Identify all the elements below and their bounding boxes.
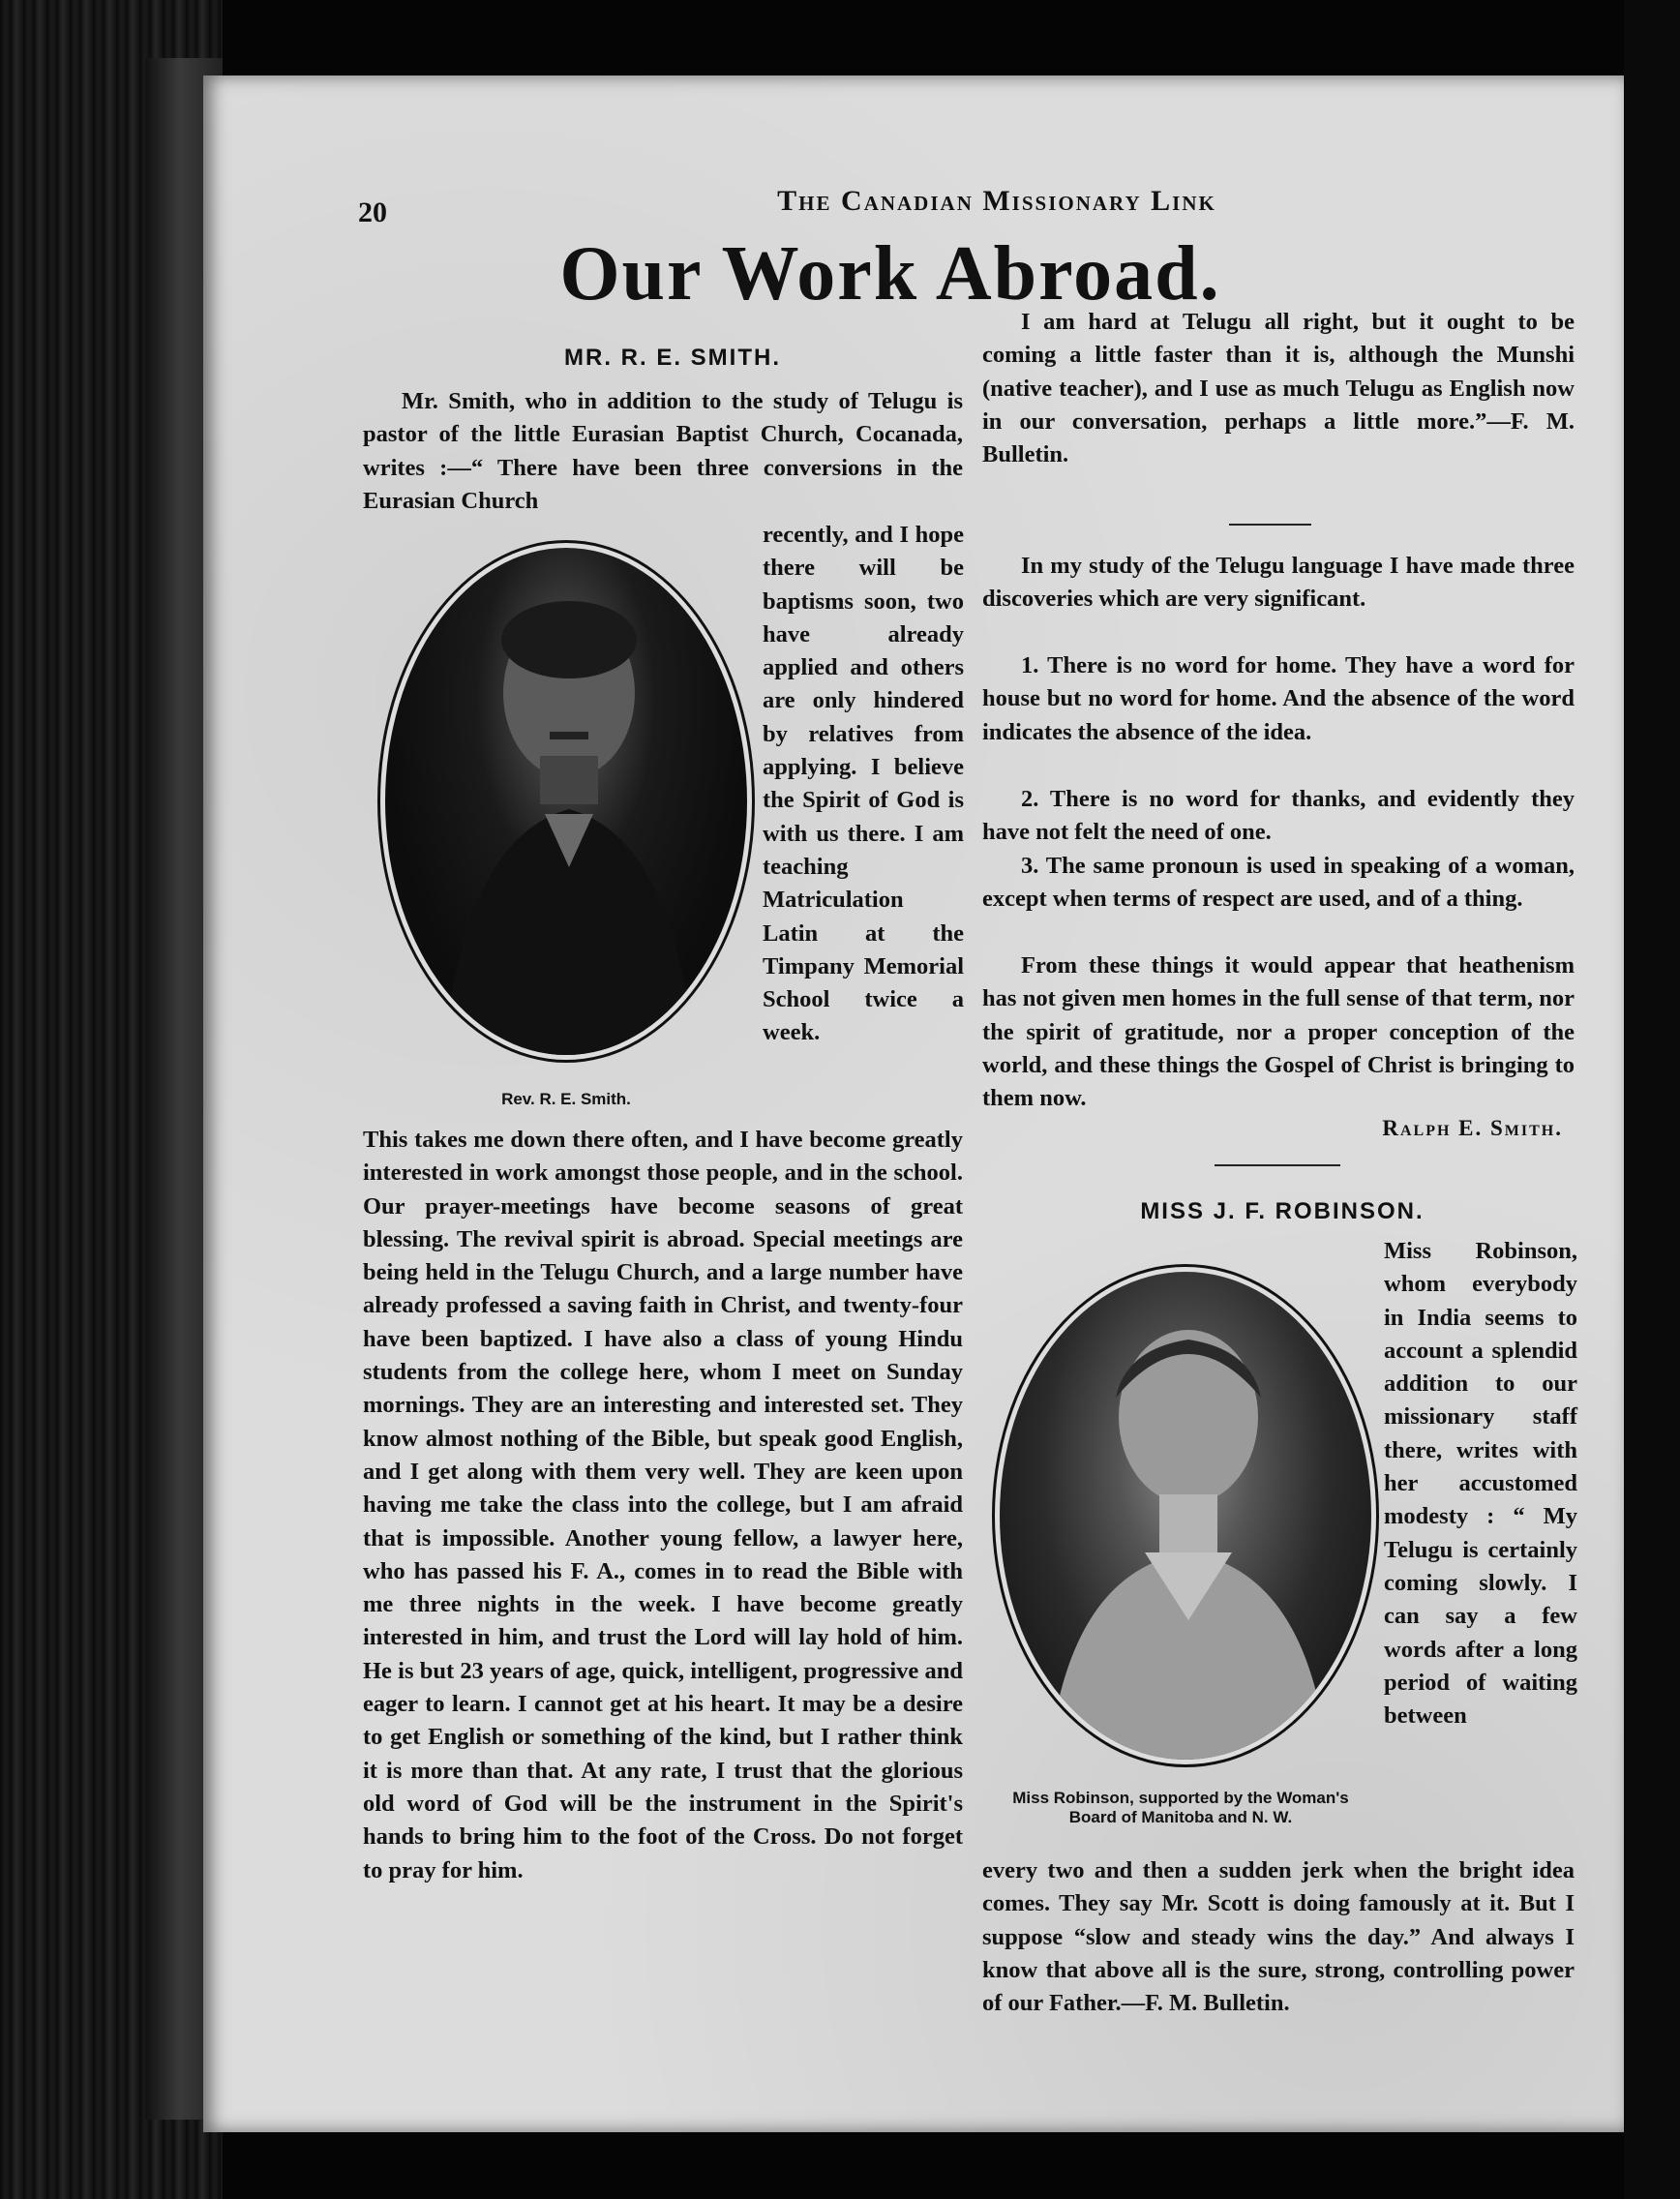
portrait-image: [385, 548, 747, 1055]
robinson-end-paragraph: every two and then a sudden jerk when the bright idea comes. They say Mr. Scott is doing famously at it. But I suppose “slow and steady wins the day.” And always I know that above all is the sure, strong, controlling power of our Father.—F. M. Bulletin.: [982, 1857, 1575, 2017]
heading-mr-smith: MR. R. E. SMITH.: [564, 345, 781, 371]
scan-border: [1624, 0, 1680, 2199]
heading-miss-robinson: MISS J. F. ROBINSON.: [1140, 1198, 1425, 1224]
magazine-page: [203, 75, 1624, 2132]
discovery-1: 1. There is no word for home. They have a word for house but no word for home. And the absence of the word indicates the absence of the idea.: [982, 652, 1575, 745]
intro-paragraph: Mr. Smith, who in addition to the study of Telugu is pastor of the little Eurasian Baptist Church, Cocanada, writes :—“ There have been three conversions in the Eurasian Church: [363, 388, 963, 514]
right-para-2: In my study of the Telugu language I have made three discoveries which are very significant.: [982, 553, 1575, 613]
photo-rev-smith: [377, 540, 755, 1063]
photo-caption-robinson: Miss Robinson, supported by the Woman's Board of Manitoba and N. W.: [1012, 1789, 1349, 1826]
discovery-3: 3. The same pronoun is used in speaking of a woman, except when terms of respect are used, and of a thing.: [982, 853, 1575, 913]
photo-caption-smith: Rev. R. E. Smith.: [501, 1090, 631, 1108]
discovery-2: 2. There is no word for thanks, and evidently they have not felt the need of one.: [982, 786, 1575, 846]
beside-photo-text: recently, and I hope there will be baptisms soon, two have already applied and others are only hindered by relatives from applying. I believe the Spirit of God is with us there. I am teaching Matriculation Latin at the Timpany Memorial School twice a week.: [763, 522, 964, 1046]
signature-ralph-smith: Ralph E. Smith.: [1382, 1116, 1563, 1140]
right-para-3: From these things it would appear that heathenism has not given men homes in the full sense of that term, nor the spirit of gratitude, nor a proper conception of the world, and these things the Gospel of Christ is bringing to them now.: [982, 952, 1575, 1112]
right-para-1: I am hard at Telugu all right, but it ought to be coming a little faster than it is, although the Munshi (native teacher), and I use as much Telugu as English now in our conversation, perhaps a little more.”—F. M. Bulletin.: [982, 309, 1575, 468]
portrait-figure: [385, 548, 747, 1055]
running-head: The Canadian Missionary Link: [777, 185, 1216, 217]
photo-miss-robinson: [992, 1264, 1379, 1767]
portrait-figure-robinson: [1000, 1272, 1371, 1760]
article-title: Our Work Abroad.: [559, 231, 1221, 316]
portrait-image-robinson: [1000, 1272, 1371, 1760]
divider-2: [1215, 1164, 1340, 1166]
beside-photo-text-robinson: Miss Robinson, whom everybody in India seems to account a splendid addition to our missionary staff there, writes with her accustomed modesty : “ My Telugu is certainly coming slowly. I can say a few words after a long period of waiting between: [1384, 1238, 1577, 1730]
page-number: 20: [358, 196, 387, 228]
divider-1: [1229, 524, 1311, 526]
body-paragraph: This takes me down there often, and I have become greatly interested in work amongst those people, and in the school. Our prayer-meetings have become seasons of great blessing. The revival spirit is abroad. Special meetings are being held in the Telugu Church, and a large number have already professed a saving faith in Christ, and twenty-four have been baptized. I have also a class of young Hindu students from the college here, whom I meet on Sunday mornings. They are an interesting and interested set. They know almost nothing of the Bible, but speak good English, and I get along with them very well. They are keen upon having me take the class into the college, but I am afraid that is impossible. Another young fellow, a lawyer here, who has passed his F. A., comes in to read the Bible with me three nights in the week. I have become greatly interested in him, and trust the Lord will lay hold of him. He is but 23 years of age, quick, intelligent, progressive and eager to learn. I cannot get at his heart. It may be a desire to get English or something of the kind, but I rather think it is more than that. At any rate, I trust that the glorious old word of God will be the instrument in the Spirit's hands to bring him to the foot of the Cross. Do not forget to pray for him.: [363, 1127, 963, 1883]
